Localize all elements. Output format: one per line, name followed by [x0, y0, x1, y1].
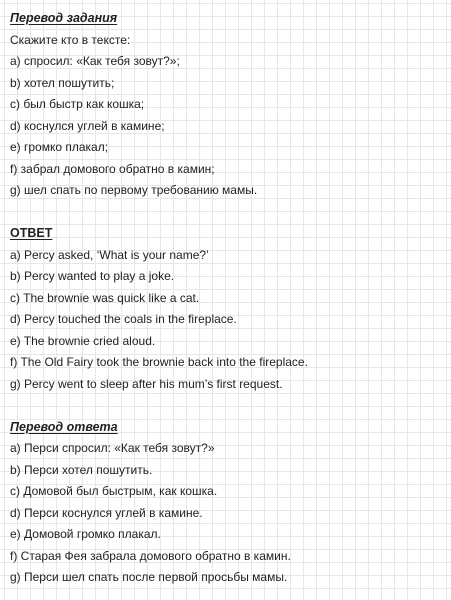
answer-section [10, 223, 446, 395]
document [10, 8, 446, 589]
task-item-a: a) спросил: «Как тебя зовут?»; [10, 54, 180, 68]
translation-item-f: f) Старая Фея забрала домового обратно в камин. [10, 548, 291, 563]
task-item-e: e) громко плакал; [10, 140, 109, 154]
task-item-g: g) шел спать по первому требованию мамы. [10, 183, 258, 197]
answer-item-d: d) Percy touched the coals in the fireplace. [10, 312, 237, 326]
section-spacer [10, 202, 446, 224]
answer-item-f: f) The Old Fairy took the brownie back into the fireplace. [10, 355, 308, 369]
answer-item-a: a) Percy asked, ‘What is your name?’ [10, 247, 209, 262]
task-item-c: c) был быстр как кошка; [10, 97, 145, 111]
answer-translation-heading: Перевод ответа [10, 419, 118, 434]
answer-item-e: e) The brownie cried aloud. [10, 333, 156, 348]
task-intro: Скажите кто в тексте: [10, 32, 131, 47]
section-spacer [10, 395, 446, 417]
translation-item-d: d) Перси коснулся углей в камине. [10, 505, 203, 520]
translation-item-g: g) Перси шел спать после первой просьбы мамы. [10, 570, 288, 584]
translation-item-b: b) Перси хотел пошутить. [10, 462, 153, 477]
answer-heading: ОТВЕТ [10, 226, 53, 240]
translation-item-a: a) Перси спросил: «Как тебя зовут?» [10, 441, 215, 455]
task-translation-heading: Перевод задания [10, 11, 118, 25]
answer-item-b: b) Percy wanted to play a joke. [10, 269, 175, 283]
translation-item-e: e) Домовой громко плакал. [10, 527, 161, 541]
translation-item-c: c) Домовой был быстрым, как кошка. [10, 484, 218, 498]
answer-translation-section [10, 417, 446, 589]
task-item-b: b) хотел пошутить; [10, 75, 115, 90]
answer-item-c: c) The brownie was quick like a cat. [10, 290, 200, 305]
task-item-d: d) коснулся углей в камине; [10, 118, 165, 133]
task-translation-section [10, 8, 446, 202]
task-item-f: f) забрал домового обратно в камин; [10, 161, 215, 176]
answer-item-g: g) Percy went to sleep after his mum’s first request. [10, 376, 283, 391]
